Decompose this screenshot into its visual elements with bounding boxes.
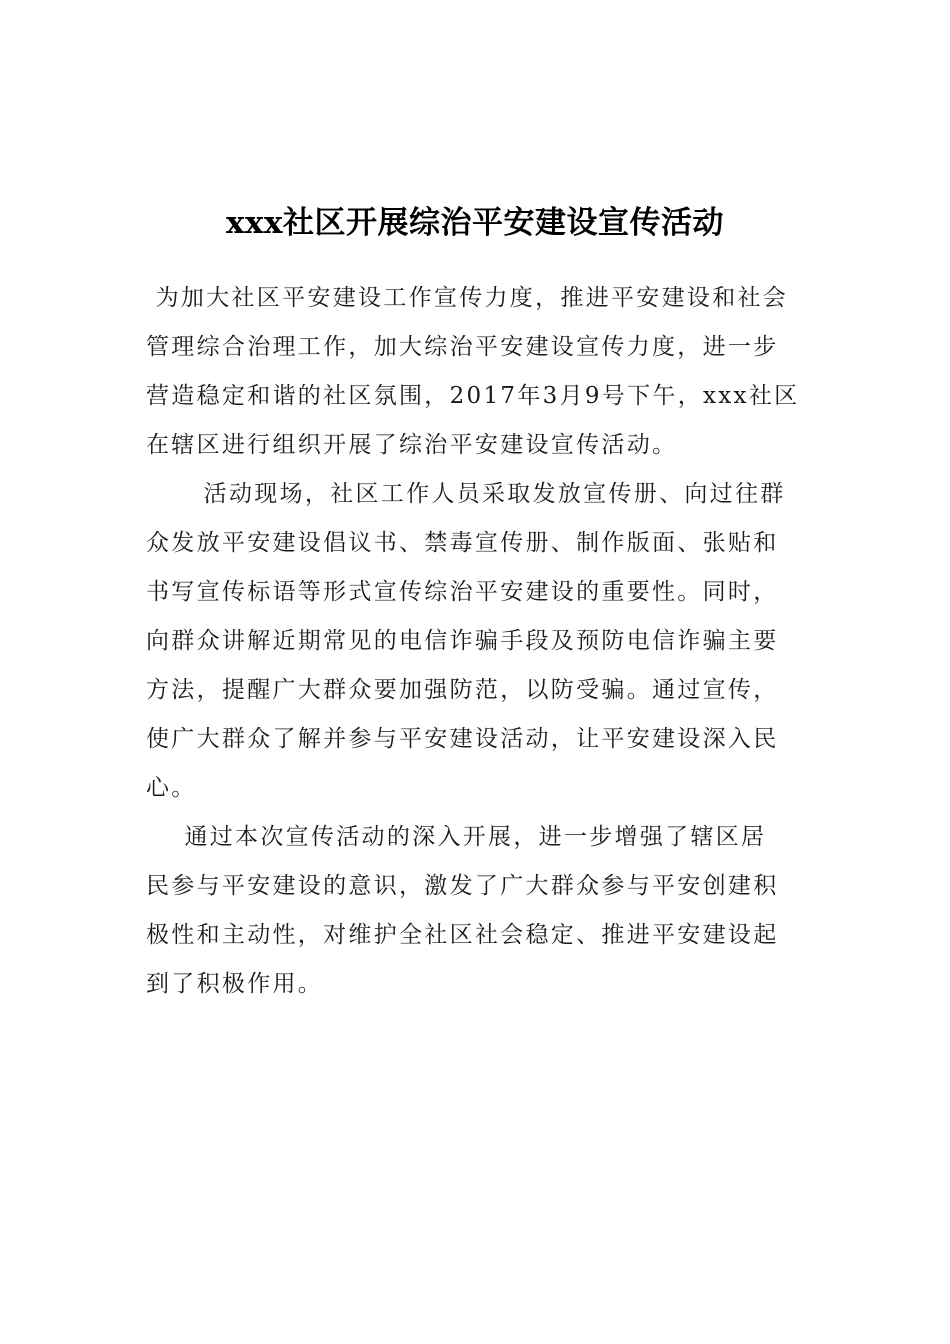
paragraph-line: 极性和主动性，对维护全社区社会稳定、推进平安建设起 <box>146 922 779 948</box>
paragraph-3 <box>146 813 806 1009</box>
document-body <box>146 274 806 1009</box>
paragraph-line: 在辖区进行组织开展了综治平安建设宣传活动。 <box>146 432 678 458</box>
paragraph-2 <box>146 470 806 813</box>
paragraph-1 <box>146 274 806 470</box>
paragraph-line: 通过本次宣传活动的深入开展，进一步增强了辖区居 <box>146 824 767 850</box>
paragraph-line: 为加大社区平安建设工作宣传力度，推进平安建设和社会 <box>146 285 789 311</box>
paragraph-line: 活动现场，社区工作人员采取发放宣传册、向过往群 <box>146 481 786 507</box>
paragraph-line: 书写宣传标语等形式宣传综治平安建设的重要性。同时， <box>146 579 779 605</box>
paragraph-line: 心。 <box>146 775 197 801</box>
paragraph-line: 民参与平安建设的意识，激发了广大群众参与平安创建积 <box>146 873 779 899</box>
paragraph-line: 到了积极作用。 <box>146 971 324 997</box>
paragraph-line: 众发放平安建设倡议书、禁毒宣传册、制作版面、张贴和 <box>146 530 779 556</box>
paragraph-line: 管理综合治理工作，加大综治平安建设宣传力度，进一步 <box>146 334 779 360</box>
paragraph-line: 向群众讲解近期常见的电信诈骗手段及预防电信诈骗主要 <box>146 628 779 654</box>
paragraph-line: 营造稳定和谐的社区氛围，2017年3月9号下午，xxx社区 <box>146 383 800 409</box>
paragraph-line: 方法，提醒广大群众要加强防范，以防受骗。通过宣传， <box>146 677 779 703</box>
paragraph-line: 使广大群众了解并参与平安建设活动，让平安建设深入民 <box>146 726 779 752</box>
document-title: xxx社区开展综治平安建设宣传活动 <box>226 205 724 241</box>
